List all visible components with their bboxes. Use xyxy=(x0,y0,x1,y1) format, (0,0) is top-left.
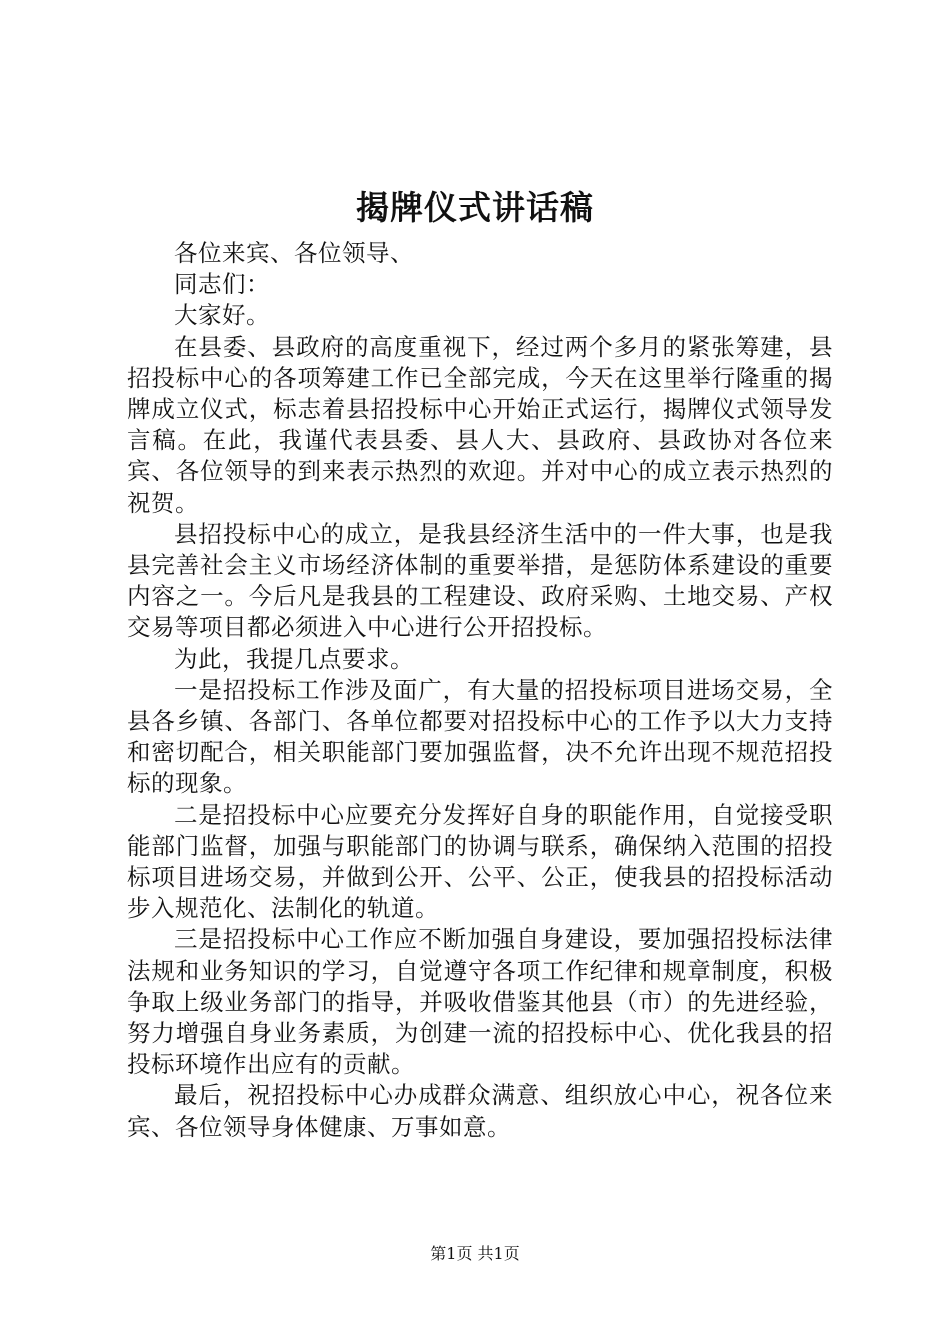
salutation-line-2: 同志们： xyxy=(174,270,270,299)
body-paragraph: 二是招投标中心应要充分发挥好自身的职能作用，自觉接受职能部门监督，加强与职能部门的协调与联系，确保纳入范围的招投标项目进场交易，并做到公开、公平、公正，使我县的招投标活动步入规范化、法制化的轨道。 xyxy=(127,800,833,923)
body-paragraph: 为此，我提几点要求。 xyxy=(174,644,414,673)
body-paragraph: 县招投标中心的成立，是我县经济生活中的一件大事，也是我县完善社会主义市场经济体制的重要举措，是惩防体系建设的重要内容之一。今后凡是我县的工程建设、政府采购、土地交易、产权交易等项目都必须进入中心进行公开招投标。 xyxy=(127,519,833,642)
body-paragraph: 三是招投标中心工作应不断加强自身建设，要加强招投标法律法规和业务知识的学习，自觉遵守各项工作纪律和规章制度，积极争取上级业务部门的指导，并吸收借鉴其他县（市）的先进经验，努力增强自身业务素质，为创建一流的招投标中心、优化我县的招投标环境作出应有的贡献。 xyxy=(127,925,833,1079)
closing-paragraph: 最后，祝招投标中心办成群众满意、组织放心中心，祝各位来宾、各位领导身体健康、万事如意。 xyxy=(127,1081,833,1141)
document-title: 揭牌仪式讲话稿 xyxy=(356,188,594,227)
salutation-line-1: 各位来宾、各位领导、 xyxy=(174,239,414,267)
body-paragraph: 一是招投标工作涉及面广，有大量的招投标项目进场交易，全县各乡镇、各部门、各单位都要对招投标中心的工作予以大力支持和密切配合，相关职能部门要加强监督，决不允许出现不规范招投标的现象。 xyxy=(127,675,833,798)
body-paragraph: 在县委、县政府的高度重视下，经过两个多月的紧张筹建，县招投标中心的各项筹建工作已全部完成，今天在这里举行隆重的揭牌成立仪式，标志着县招投标中心开始正式运行，揭牌仪式领导发言稿。在此，我谨代表县委、县人大、县政府、县政协对各位来宾、各位领导的到来表示热烈的欢迎。并对中心的成立表示热烈的祝贺。 xyxy=(127,332,833,517)
page-number: 第1页 共1页 xyxy=(430,1244,520,1263)
greeting: 大家好。 xyxy=(174,301,270,330)
document-body xyxy=(127,238,833,1143)
